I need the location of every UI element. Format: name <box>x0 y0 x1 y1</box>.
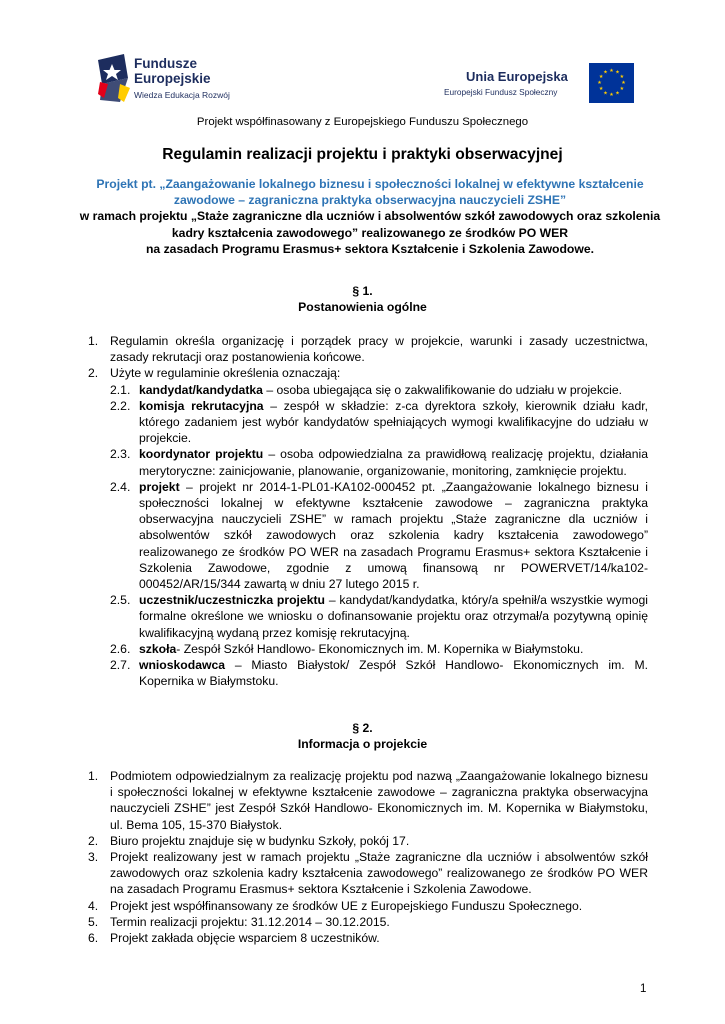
svg-text:★: ★ <box>598 86 604 92</box>
list-item: 2. Użyte w regulaminie określenia oznaczają: 2.1. kandydat/kandydatka – osoba ubiegająca się o zakwalifikowanie do udziału w projekcie. 2.2. komisja rekrutacyjna – zespół w składzie: z-ca dyrektora szkoły, kierownik działu kadr, którego zadaniem jest wybór kandydatów spełniających wymogi kwalifikacyjne do udziału w projekcie. 2.3. koordynator projektu – osoba odpowiedzialna za prawidłową realizację projektu, działania merytoryczne: zainicjowanie, planowanie, organizowanie, monitoring, zamknięcie projektu. 2.4. projekt – projekt nr 2014-1-PL01-KA102-000452 pt. „Zaangażowanie lokalnego biznesu i społeczności lokalnej w efektywne kształcenie zawodowe – zagraniczna praktyka obserwacyjna nauczycieli ZSHE” w ramach projektu „Staże zagraniczne dla uczniów i absolwentów szkół zawodowych oraz szkolenia kadry kształcenia zawodowego” realizowanego ze środków PO WER na zasadach Programu Erasmus+ sektora Kształcenie i Szkolenia Zawodowe, zgodnie z umową finansową nr POWERVET/14/ka102-000452/AR/15/344 zawartą w dniu 27 lutego 2015 r. 2.5. uczestnik/uczestniczka projektu – kandydat/kandydatka, który/a spełnił/a wszystkie wymogi formalne określone we wniosku o dofinansowanie projektu oraz otrzymał/a pozytywną opinię kwalifikacyjną wydaną przez komisję rekrutacyjną. 2.6. szkoła- Zespół Szkół Handlowo- Ekonomicznych im. M. Kopernika w Białymstoku. 2.7. wnioskodawca – Miasto Białystok/ Zespół Szkół Handlowo- Ekonomicznych im. M. Kopernika w Białymstoku. <box>88 366 648 689</box>
svg-text:★: ★ <box>598 74 604 80</box>
section-2-mark: § 2. <box>352 721 373 735</box>
project-name-line-2: zawodowe – zagraniczna praktyka obserwacyjna nauczycieli ZSHE” <box>173 193 567 208</box>
definition-item: 2.4. projekt – projekt nr 2014-1-PL01-KA102-000452 pt. „Zaangażowanie lokalnego biznesu i społeczności lokalnej w efektywne kształcenie zawodowe – zagraniczna praktyka obserwacyjna nauczycieli ZSHE” w ramach projektu „Staże zagraniczne dla uczniów i absolwentów szkół zawodowych oraz szkolenia kadry kształcenia zawodowego” realizowanego ze środków PO WER na zasadach Programu Erasmus+ sektora Kształcenie i Szkolenia Zawodowe, zgodnie z umową finansową nr POWERVET/14/ka102-000452/AR/15/344 zawartą w dniu 27 lutego 2015 r. <box>110 479 648 592</box>
svg-text:★: ★ <box>615 69 620 76</box>
svg-text:★: ★ <box>619 86 625 92</box>
svg-text:★: ★ <box>619 74 625 80</box>
svg-text:★: ★ <box>609 92 614 98</box>
fe-name-line-2: Europejskie <box>134 71 211 86</box>
definition-item: 2.3. koordynator projektu – osoba odpowiedzialna za prawidłową realizację projektu, działania merytoryczne: zainicjowanie, planowanie, organizowanie, monitoring, zamknięcie projektu. <box>110 447 648 478</box>
definition-item: 2.1. kandydat/kandydatka – osoba ubiegająca się o zakwalifikowanie do udziału w projekcie. <box>110 382 623 397</box>
section-1-heading: Postanowienia ogólne <box>298 300 427 314</box>
list-item: 1. Regulamin określa organizację i porządek pracy w projekcie, warunki i zasady uczestnictwa, zasady rekrutacji oraz postanowienia końcowe. <box>88 334 648 365</box>
page-number: 1 <box>640 983 647 995</box>
definition-item: 2.7. wnioskodawca – Miasto Białystok/ Zespół Szkół Handlowo- Ekonomicznych im. M. Kopernika w Białymstoku. <box>110 658 648 689</box>
project-frame-line-2: kadry kształcenia zawodowego” realizowanego ze środków PO WER <box>171 225 569 240</box>
cofinanced-note: Projekt współfinasowany z Europejskiego Funduszu Społecznego <box>196 116 529 128</box>
svg-text:★: ★ <box>609 68 614 74</box>
definition-item: 2.2. komisja rekrutacyjna – zespół w składzie: z-ca dyrektora szkoły, kierownik działu kadr, którego zadaniem jest wybór kandydatów spełniających wymogi kwalifikacyjne do udziału w projekcie. <box>110 398 648 446</box>
list-item: 5. Termin realizacji projektu: 31.12.2014 – 30.12.2015. <box>88 914 390 929</box>
project-frame-line-3: na zasadach Programu Erasmus+ sektora Kształcenie i Szkolenia Zawodowe. <box>145 241 595 256</box>
section-2-list <box>88 768 648 946</box>
list-item: 6. Projekt zakłada objęcie wsparciem 8 uczestników. <box>88 931 380 946</box>
section-2-heading: Informacja o projekcie <box>297 737 428 751</box>
fundusze-europejskie-logo <box>98 54 258 106</box>
project-frame-line-1: w ramach projektu „Staże zagraniczne dla uczniów i absolwentów szkół zawodowych oraz szkolenia <box>79 209 661 224</box>
unia-europejska-logo <box>444 63 634 105</box>
list-item: 4. Projekt jest współfinansowany ze środków UE z Europejskiego Funduszu Społecznego. <box>88 898 583 913</box>
fe-name-line-1: Fundusze <box>134 56 197 71</box>
svg-text:★: ★ <box>603 90 608 97</box>
document-title: Regulamin realizacji projektu i praktyki obserwacyjnej <box>162 146 563 163</box>
definitions-list <box>110 382 648 690</box>
ue-subtitle: Europejski Fundusz Społeczny <box>444 87 558 97</box>
svg-text:★: ★ <box>597 80 602 86</box>
section-1-mark: § 1. <box>352 284 373 298</box>
list-item: 2. Biuro projektu znajduje się w budynku Szkoły, pokój 17. <box>88 833 410 848</box>
section-1-list <box>88 333 648 689</box>
fe-subtitle: Wiedza Edukacja Rozwój <box>134 90 230 100</box>
svg-text:★: ★ <box>621 80 626 86</box>
svg-text:★: ★ <box>615 90 620 97</box>
list-item: 3. Projekt realizowany jest w ramach projektu „Staże zagraniczne dla uczniów i absolwentów szkół zawodowych oraz szkolenia kadry kształcenia zawodowego” realizowanego ze środków PO WER na zasadach Programu Erasmus+ sektora Kształcenie i Szkolenia Zawodowe. <box>88 850 648 897</box>
project-name-line-1: Projekt pt. „Zaangażowanie lokalnego biznesu i społeczności lokalnej w efektywne kształcenie <box>96 177 644 191</box>
list-item: 1. Podmiotem odpowiedzialnym za realizację projektu pod nazwą „Zaangażowanie lokalnego biznesu i społeczności lokalnej w efektywne kształcenie zawodowe – zagraniczna praktyka obserwacyjna nauczycieli ZSHE” jest Zespół Szkół Handlowo- Ekonomicznych im. M. Kopernika w Białymstoku, ul. Bema 105, 15-370 Białystok. <box>88 769 648 832</box>
ue-name: Unia Europejska <box>466 69 568 84</box>
svg-text:★: ★ <box>603 69 608 76</box>
fe-star-icon <box>98 54 132 104</box>
definition-item: 2.6. szkoła- Zespół Szkół Handlowo- Ekonomicznych im. M. Kopernika w Białymstoku. <box>110 641 584 656</box>
eu-flag-icon <box>589 63 634 103</box>
project-description <box>70 176 670 257</box>
definition-item: 2.5. uczestnik/uczestniczka projektu – kandydat/kandydatka, który/a spełnił/a wszystkie wymogi formalne określone we wniosku o dofinansowanie projektu oraz otrzymał/a pozytywną opinię kwalifikacyjną wydaną przez komisję rekrutacyjną. <box>110 593 648 640</box>
